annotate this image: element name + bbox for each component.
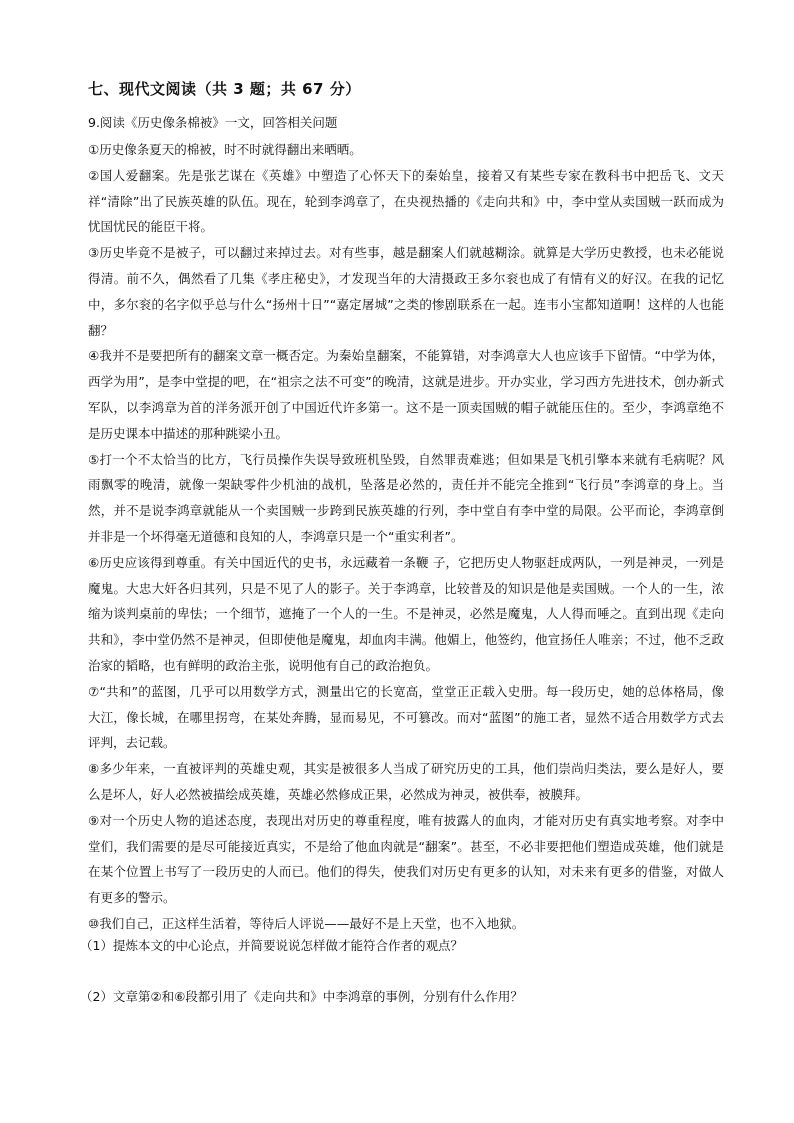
article-paragraph-5: ⑤打一个不太恰当的比方，飞行员操作失误导致班机坠毁，自然罪责难逃；但如果是飞机引擎本来就有毛病呢？风雨飘零的晚清，就像一架缺零件少机油的战机，坠落是必然的，责任并不能完全推到“飞行员”李鸿章的身上。当然，并不是说李鸿章就能从一个卖国贼一步跨到民族英雄的行列，李中堂自有李中堂的局限。公平而论，李鸿章倒并非是一个坏得毫无道德和良知的人，李鸿章只是一个“重实利者”。: [88, 451, 724, 544]
question-2: （2）文章第②和⑥段都引用了《走向共和》中李鸿章的事例，分别有什么作用？: [80, 989, 523, 1004]
article-paragraph-6: ⑥历史应该得到尊重。有关中国近代的史书，永远藏着一条鞭 子，它把历史人物驱赶成两队，一列是神灵，一列是魔鬼。大忠大奸各归其列，只是不见了人的影子。关于李鸿章，比较普及的知识是他是卖国贼。一个人的一生，浓缩为谈判桌前的卑怯；一个细节，遮掩了一个人的一生。不是神灵，必然是魔鬼，人人得而唾之。直到出现《走向共和》，李中堂仍然不是神灵，但即使他是魔鬼，却血肉丰满。他媚上，他签约，他宣扬任人唯亲；不过，他不乏政治家的韬略，也有鲜明的政治主张，说明他有自己的政治抱负。: [88, 554, 724, 673]
article-paragraph-10: ⑩我们自己，正这样生活着，等待后人评说——最好不是上天堂，也不入地狱。: [88, 915, 525, 931]
article-paragraph-4: ④我并不是要把所有的翻案文章一概否定。为秦始皇翻案，不能算错，对李鸿章大人也应该手下留情。“中学为体，西学为用”，是李中堂提的吧，在“祖宗之法不可变”的晚清，这就是进步。开办实业，学习西方先进技术，创办新式军队，以李鸿章为首的洋务派开创了中国近代许多第一。这不是一顶卖国贼的帽子就能压住的。至少，李鸿章绝不是历史课本中描述的那种跳梁小丑。: [88, 348, 724, 441]
article-paragraph-3: ③历史毕竟不是被子，可以翻过来掉过去。对有些事，越是翻案人们就越糊涂。就算是大学历史教授，也未必能说得清。前不久，偶然看了几集《孝庄秘史》，才发现当年的大清摄政王多尔衮也成了有情有义的好汉。在我的记忆中，多尔衮的名字似乎总与什么“扬州十日”“嘉定屠城”之类的惨剧联系在一起。连韦小宝都知道啊！这样的人也能翻？: [88, 245, 724, 338]
question-9-intro: 9.阅读《历史像条棉被》一文，回答相关问题: [88, 115, 338, 130]
article-body: [88, 137, 724, 937]
article-paragraph-9: ⑨对一个历史人物的追述态度，表现出对历史的尊重程度，唯有披露人的血肉，才能对历史有真实地考察。对李中堂们，我们需要的是尽可能接近真实，不是给了他血肉就是“翻案”。甚至，不必非要把他们塑造成英雄，他们就是在某个位置上书写了一段历史的人而已。他们的得失，使我们对历史有更多的认知，对未来有更多的借鉴，对做人有更多的警示。: [88, 812, 724, 906]
section-title: 七、现代文阅读（共 3 题；共 67 分）: [88, 80, 361, 98]
article-paragraph-2: ②国人爱翻案。先是张艺谋在《英雄》中塑造了心怀天下的秦始皇，接着又有某些专家在教科书中把岳飞、文天祥“清除”出了民族英雄的队伍。现在，轮到李鸿章了，在央视热播的《走向共和》中，李中堂从卖国贼一跃而成为忧国忧民的能臣干将。: [88, 167, 724, 235]
article-paragraph-8: ⑧多少年来，一直被评判的英雄史观，其实是被很多人当成了研究历史的工具，他们崇尚归类法，要么是好人，要么是坏人，好人必然被描绘成英雄，英雄必然修成正果，必然成为神灵，被供奉，被膜拜。: [88, 761, 724, 802]
article-paragraph-1: ①历史像条夏天的棉被，时不时就得翻出来晒晒。: [88, 142, 362, 157]
question-1: （1）提炼本文的中心论点，并简要说说怎样做才能符合作者的观点？: [80, 938, 463, 953]
article-paragraph-7: ⑦“共和”的蓝图，几乎可以用数学方式，测量出它的长宽高，堂堂正正载入史册。每一段历史，她的总体格局，像大江，像长城，在哪里拐弯，在某处奔腾，显而易见，不可篡改。而对“蓝图”的施工者，显然不适合用数学方式去评判，去记载。: [88, 683, 724, 751]
